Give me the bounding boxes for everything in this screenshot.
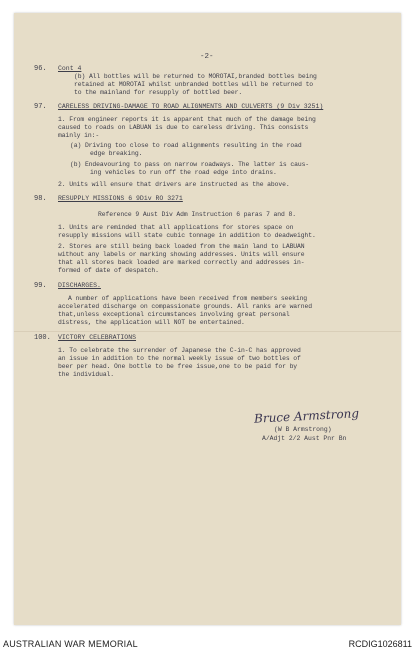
item-text-line: 1. Units are reminded that all applications for stores space on bbox=[58, 224, 294, 231]
item-number: 96. bbox=[34, 65, 47, 73]
item-text-line: without any labels or marking showing addresses. Units will ensure bbox=[58, 251, 305, 258]
item-text-line: retained at MOROTAI whilst unbranded bottles will be returned to bbox=[74, 81, 314, 88]
paper-fold-crease bbox=[14, 331, 401, 332]
footer-institution: AUSTRALIAN WAR MEMORIAL bbox=[3, 639, 138, 649]
item-text-line: (b) Endeavouring to pass on narrow roadways. The latter is caus- bbox=[70, 161, 310, 168]
item-text-line: 2. Units will ensure that drivers are instructed as the above. bbox=[58, 181, 290, 188]
item-text-line: edge breaking. bbox=[90, 150, 143, 157]
item-text-line: resupply missions will state cubic tonnage in addition to deadweight. bbox=[58, 232, 316, 239]
item-number: 100. bbox=[34, 334, 51, 342]
item-text-line: the individual. bbox=[58, 371, 115, 378]
item-heading: DISCHARGES. bbox=[58, 282, 101, 289]
item-text-line: that all stores back loaded are marked correctly and addresses in- bbox=[58, 259, 305, 266]
item-text-line: 2. Stores are still being back loaded from the main land to LABUAN bbox=[58, 243, 305, 250]
item-number: 97. bbox=[34, 103, 47, 111]
item-heading: VICTORY CELEBRATIONS bbox=[58, 334, 137, 341]
item-text-line: beer per head. One bottle to be free issue,one to be paid for by bbox=[58, 363, 298, 370]
item-number: 98. bbox=[34, 195, 47, 203]
document-page bbox=[14, 13, 401, 625]
item-number: 99. bbox=[34, 282, 47, 290]
archive-footer bbox=[0, 636, 416, 654]
item-text-line: 1. To celebrate the surrender of Japanese the C-in-C has approved bbox=[58, 347, 301, 354]
item-text-line: mainly in:- bbox=[58, 132, 100, 139]
item-text-line: that,unless exceptional circumstances involving great personal bbox=[58, 311, 290, 318]
item-text-line: accelerated discharge on compassionate grounds. All ranks are warned bbox=[58, 303, 312, 310]
item-text-line: distress, the application will NOT be entertained. bbox=[58, 319, 245, 326]
signatory-title: A/Adjt 2/2 Aust Pnr Bn bbox=[262, 435, 347, 442]
page-number: -2- bbox=[200, 53, 214, 61]
handwritten-signature: Bruce Armstrong bbox=[253, 406, 360, 426]
item-text-line: 1. From engineer reports it is apparent that much of the damage being bbox=[58, 116, 316, 123]
item-text-line: caused to roads on LABUAN is due to careless driving. This consists bbox=[58, 124, 309, 131]
item-heading: RESUPPLY MISSIONS 6 9Div RO 3271 bbox=[58, 195, 183, 202]
item-text-line: to the mainland for resupply of bottled beer. bbox=[74, 89, 243, 96]
item-text-line: ing vehicles to run off the road edge into drains. bbox=[90, 169, 277, 176]
signatory-name: (W B Armstrong) bbox=[274, 426, 332, 433]
item-text-line: (a) Driving too close to road alignments resulting in the road bbox=[70, 142, 302, 149]
footer-record-id: RCDIG1026811 bbox=[348, 639, 412, 649]
item-text-line: Reference 9 Aust Div Adm Instruction 6 paras 7 and 8. bbox=[98, 211, 296, 218]
item-heading: CARELESS DRIVING-DAMAGE TO ROAD ALIGNMENTS AND CULVERTS (9 Div 3251) bbox=[58, 103, 324, 110]
item-text-line: an issue in addition to the normal weekly issue of two bottles of bbox=[58, 355, 301, 362]
item-text-line: formed of date of despatch. bbox=[58, 267, 159, 274]
item-text-line: A number of applications have been received from members seeking bbox=[68, 295, 308, 302]
item-text-line: (b) All bottles will be returned to MOROTAI,branded bottles being bbox=[74, 73, 317, 80]
item-heading: Cont 4 bbox=[58, 65, 82, 72]
